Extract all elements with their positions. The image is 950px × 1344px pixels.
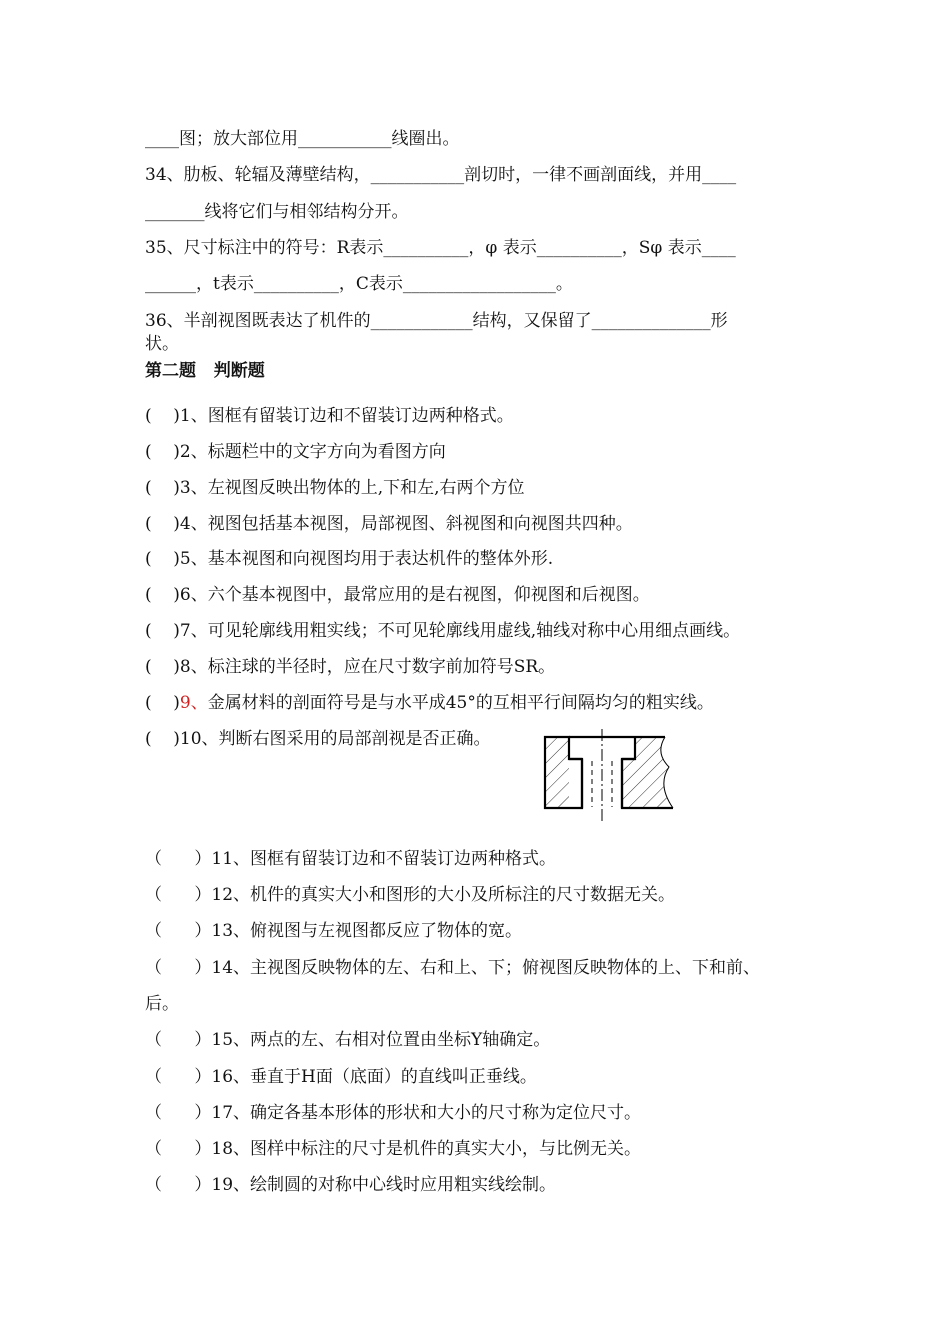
section-title-judgement: 第二题 判断题 [145,361,265,381]
judge-question-11: （ ）11、图框有留装订边和不留装订边两种格式。 [145,849,557,869]
judge-question-6: ( )6、六个基本视图中，最常应用的是右视图，仰视图和后视图。 [145,585,650,605]
question-33-continuation: ____图；放大部位用___________线圈出。 [145,129,460,149]
judge-question-14: （ ）14、主视图反映物体的左、右和上、下；俯视图反映物体的上、下和前、 [145,958,761,978]
section-view-figure [527,725,677,825]
question-number-highlight: 9、 [179,693,208,713]
judge-question-2: ( )2、标题栏中的文字方向为看图方向 [145,442,446,462]
hatch-left [545,737,569,808]
judge-question-3: ( )3、左视图反映出物体的上,下和左,右两个方位 [145,478,525,498]
judge-question-4: ( )4、视图包括基本视图，局部视图、斜视图和向视图共四种。 [145,514,633,534]
judge-question-7: ( )7、可见轮廓线用粗实线；不可见轮廓线用虚线,轴线对称中心用细点画线。 [145,621,741,641]
question-35-continuation: ______，t表示__________，C表示__________________。 [145,274,573,294]
question-34-continuation: _______线将它们与相邻结构分开。 [145,202,409,222]
question-text: 金属材料的剖面符号是与水平成45°的互相平行间隔均匀的粗实线。 [207,693,714,713]
judge-question-1: ( )1、图框有留装订边和不留装订边两种格式。 [145,406,514,426]
question-36-continuation: 状。 [145,334,179,354]
hatch-right [622,737,677,808]
judge-question-12: （ ）12、机件的真实大小和图形的大小及所标注的尺寸数据无关。 [145,885,676,905]
judge-question-18: （ ）18、图样中标注的尺寸是机件的真实大小，与比例无关。 [145,1139,642,1159]
judge-question-17: （ ）17、确定各基本形体的形状和大小的尺寸称为定位尺寸。 [145,1103,642,1123]
judge-question-16: （ ）16、垂直于H面（底面）的直线叫正垂线。 [145,1067,537,1087]
judge-question-5: ( )5、基本视图和向视图均用于表达机件的整体外形. [145,549,554,569]
judge-question-9 [145,692,714,714]
question-35: 35、尺寸标注中的符号：R表示__________，φ 表示__________，Sφ 表示____ [145,238,736,258]
judge-question-14-continuation: 后。 [145,994,179,1014]
question-34: 34、肋板、轮辐及薄壁结构，___________剖切时，一律不画剖面线，并用____ [145,165,737,185]
judge-question-13: （ ）13、俯视图与左视图都反应了物体的宽。 [145,921,523,941]
question-36: 36、半剖视图既表达了机件的____________结构，又保留了______________形 [145,311,728,331]
judge-question-10: ( )10、判断右图采用的局部剖视是否正确。 [145,729,491,749]
judge-question-8: ( )8、标注球的半径时，应在尺寸数字前加符号SR。 [145,657,556,677]
judge-question-19: （ ）19、绘制圆的对称中心线时应用粗实线绘制。 [145,1175,557,1195]
answer-bracket: ( ) [145,693,180,713]
judge-question-15: （ ）15、两点的左、右相对位置由坐标Y轴确定。 [145,1030,551,1050]
